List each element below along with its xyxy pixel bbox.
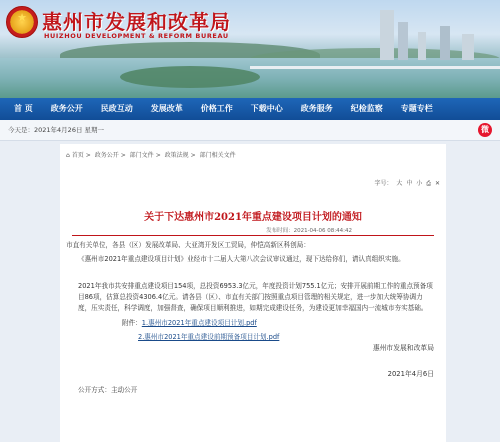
font-size-switcher <box>372 178 440 188</box>
header-banner <box>0 0 500 98</box>
breadcrumb-separator: > <box>190 152 196 159</box>
breadcrumb-separator: > <box>85 152 91 159</box>
main-nav <box>0 98 500 120</box>
nav-item-topics[interactable]: 专题专栏 <box>400 104 433 113</box>
nav-item-discipline[interactable]: 纪检监察 <box>350 104 383 113</box>
breadcrumb-item[interactable]: 政务公开 <box>94 152 119 159</box>
attachment-link-text[interactable]: 1.惠州市2021年重点建设项目计划.pdf <box>141 319 257 327</box>
breadcrumb-separator: > <box>120 152 126 159</box>
site-subtitle: HUIZHOU DEVELOPMENT & REFORM BUREAU <box>44 32 229 40</box>
breadcrumb-separator: > <box>155 152 161 159</box>
breadcrumb-item[interactable]: 首页 <box>71 152 84 159</box>
national-emblem-icon[interactable] <box>6 6 38 38</box>
banner-building <box>398 22 408 60</box>
title-divider <box>72 235 434 236</box>
font-size-label: 字号： <box>374 180 393 187</box>
breadcrumb-item[interactable]: 部门相关文件 <box>199 152 236 159</box>
article-paragraph: 《惠州市2021年重点建设项目计划》业经市十二届人大第八次会议审议通过，现下达给你们，请认真组织实施。 <box>78 255 405 263</box>
print-icon[interactable]: ⎙ <box>426 180 432 187</box>
attachment-label: 附件： <box>122 319 142 327</box>
breadcrumb-item[interactable]: 部门文件 <box>129 152 154 159</box>
emblem-star-icon: ★ <box>17 11 27 24</box>
info-bar <box>0 120 500 141</box>
font-size-large-button[interactable]: 大 <box>396 180 403 187</box>
nav-item-gov-affairs[interactable]: 政务公开 <box>50 104 83 113</box>
nav-item-downloads[interactable]: 下载中心 <box>250 104 283 113</box>
publish-mode: 公开方式：主动公开 <box>78 386 138 394</box>
breadcrumb-item[interactable]: 政策法规 <box>164 152 189 159</box>
banner-scenery-island <box>120 66 260 88</box>
weibo-icon[interactable]: 微 <box>478 123 492 137</box>
article-salutation: 市直有关单位，各县（区）发展改革局、大亚湾开发区工贸局，仲恺高新区科创局： <box>66 241 310 249</box>
nav-item-interaction[interactable]: 民政互动 <box>100 104 133 113</box>
nav-item-price[interactable]: 价格工作 <box>200 104 233 113</box>
banner-building <box>440 26 450 60</box>
breadcrumb <box>66 150 236 159</box>
close-icon[interactable]: ✕ <box>434 180 440 187</box>
site-title[interactable]: 惠州市发展和改革局 <box>42 10 231 34</box>
nav-item-services[interactable]: 政务服务 <box>300 104 333 113</box>
publish-date: 发布时间：2021-04-06 08:44:42 <box>266 228 352 234</box>
banner-building <box>418 32 426 60</box>
font-size-medium-button[interactable]: 中 <box>406 180 413 187</box>
home-icon: ⌂ <box>66 152 70 159</box>
nav-item-development[interactable]: 发展改革 <box>150 104 183 113</box>
article-paragraph: 2021年我市共安排重点建设项目154项，总投资6953.3亿元，年度投资计划755.1亿元；安排开展前期工作的重点预备项目86项，估算总投资4306.4亿元。请各县（区）、市直有关部门按照重点项目管理的相关规定，进一步加大统筹协调力度，压实责任，科学调度，加强督查，确保项目顺利推进，如期完成建设任务，为建设更加幸福国内一流城市夯实基础。 <box>78 282 433 312</box>
banner-building <box>462 34 474 60</box>
current-date: 今天是：2021年4月26日 星期一 <box>8 126 105 134</box>
sign-date: 2021年4月6日 <box>387 370 434 378</box>
signature: 惠州市发展和改革局 <box>372 344 434 352</box>
attachment-link[interactable]: 2.惠州市2021年重点建设前期预备项目计划.pdf <box>138 333 280 341</box>
content-panel <box>60 144 446 442</box>
attachment-link[interactable] <box>122 318 500 329</box>
banner-scenery-bridge <box>250 66 500 69</box>
nav-item-home[interactable]: 首 页 <box>14 104 33 113</box>
article-title: 关于下达惠州市2021年重点建设项目计划的通知 <box>144 212 362 223</box>
font-size-small-button[interactable]: 小 <box>416 180 423 187</box>
banner-building <box>380 10 394 60</box>
